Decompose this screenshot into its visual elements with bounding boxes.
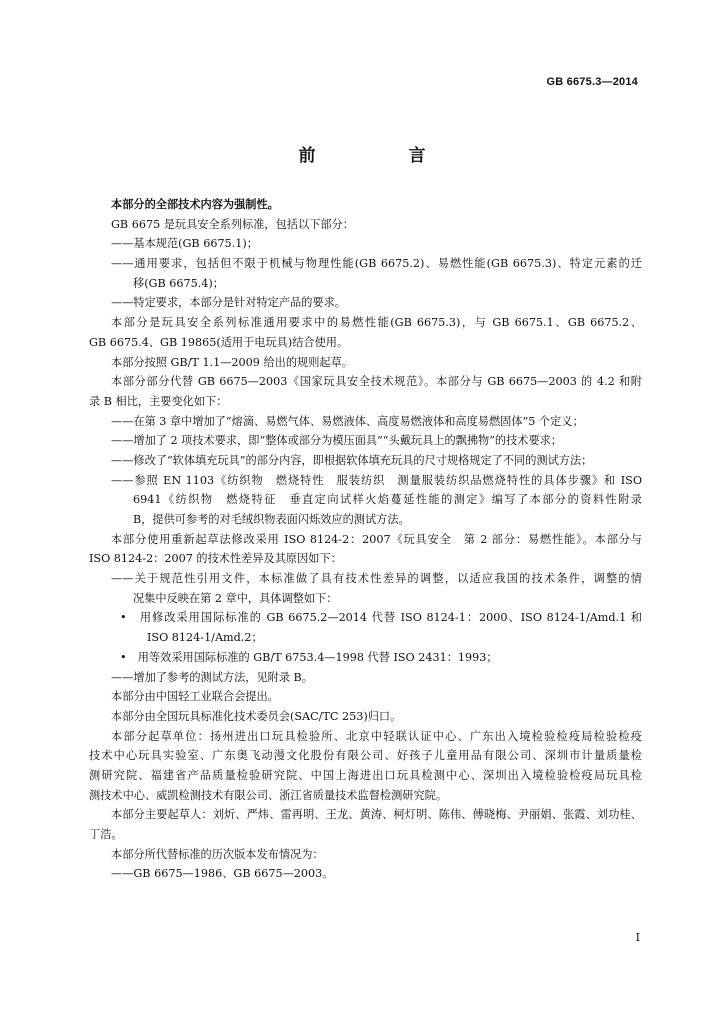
- bullet-item-continuation: ISO 8124-1/Amd.2；: [147, 631, 263, 645]
- bullet-item: • 用等效采用国际标准的 GB/T 6753.4—1998 代替 ISO 2431：1993；: [120, 650, 498, 664]
- doc-code-header: GB 6675.3—2014: [546, 76, 638, 88]
- paragraph-line: 本部分由中国轻工业联合会提出。: [111, 690, 279, 704]
- paragraph-line: 本部分是玩具安全系列标准通用要求中的易燃性能(GB 6675.3)，与 GB 6675.1、GB 6675.2、: [111, 316, 642, 330]
- list-item: ——修改了“软体填充玩具”的部分内容，即根据软体填充玩具的尺寸规格规定了不同的测试方法；: [111, 453, 593, 467]
- paragraph-line: 丁浩。: [89, 828, 123, 841]
- paragraph-line: 本部分主要起草人：刘炘、严炜、雷再明、王龙、黄涛、柯灯明、陈伟、傅晓梅、尹丽娟、张霞、刘功桂、: [111, 808, 642, 822]
- paragraph-line: 技术中心玩具实验室、广东奥飞动漫文化股份有限公司、好孩子儿童用品有限公司、深圳市计量质量检: [89, 749, 642, 763]
- paragraph-line: ISO 8124-2：2007 的技术性差异及其原因如下：: [89, 552, 342, 566]
- paragraph-line: 本部分部分代替 GB 6675—2003《国家玩具安全技术规范》。本部分与 GB 6675—2003 的 4.2 和附: [111, 375, 642, 389]
- page-number: I: [635, 931, 640, 944]
- paragraph-line: 测技术中心、威凯检测技术有限公司、浙江省质量技术监督检测研究院。: [89, 788, 448, 802]
- paragraph-line: 本部分起草单位：扬州进出口玩具检验所、北京中轻联认证中心、广东出入境检验检疫局检验检疫: [111, 729, 642, 743]
- page-title: 前 言: [298, 146, 464, 165]
- paragraph-line: 本部分的全部技术内容为强制性。: [111, 198, 279, 211]
- list-item-continuation: 移(GB 6675.4)；: [133, 276, 224, 290]
- list-item: ——增加了 2 项技术要求，即“整体或部分为模压面具”“头戴玩具上的飘拂物”的技术要求；: [111, 434, 563, 448]
- list-item: ——参照 EN 1103《纺织物 燃烧特性 服装纺织 测量服装纺织品燃烧特性的具体步骤》和 ISO: [111, 473, 642, 487]
- list-item: ——增加了参考的测试方法，见附录 B。: [111, 670, 313, 684]
- paragraph-line: GB 6675 是玩具安全系列标准，包括以下部分：: [111, 217, 354, 231]
- bullet-item: • 用修改采用国际标准的 GB 6675.2—2014 代替 ISO 8124-1：2000、ISO 8124-1/Amd.1 和: [120, 611, 642, 625]
- list-item: ——通用要求，包括但不限于机械与物理性能(GB 6675.2)、易燃性能(GB 6675.3)、特定元素的迁: [111, 257, 642, 271]
- foreword-body: [89, 195, 642, 884]
- list-item: ——GB 6675—1986、GB 6675—2003。: [111, 867, 334, 881]
- paragraph-line: 本部分由全国玩具标准化技术委员会(SAC/TC 253)归口。: [111, 709, 402, 723]
- list-item-continuation: B，提供可参考的对毛绒织物表面闪烁效应的测试方法。: [133, 513, 410, 526]
- list-item: ——在第 3 章中增加了“熔滴、易燃气体、易燃液体、高度易燃液体和高度易燃固体”5 个定义；: [111, 414, 584, 428]
- paragraph-line: 本部分所代替标准的历次版本发布情况为：: [111, 847, 324, 861]
- list-item: ——特定要求，本部分是针对特定产品的要求。: [111, 296, 346, 310]
- paragraph-line: 测研究院、福建省产品质量检验研究院、中国上海进出口玩具检测中心、深圳出入境检验检疫局玩具检: [89, 768, 642, 782]
- list-item: ——关于规范性引用文件，本标准做了具有技术性差异的调整，以适应我国的技术条件，调整的情: [111, 572, 642, 586]
- list-item: ——基本规范(GB 6675.1)；: [111, 237, 258, 251]
- list-item-continuation: 况集中反映在第 2 章中，具体调整如下：: [133, 591, 338, 605]
- paragraph-line: 本部分使用重新起草法修改采用 ISO 8124-2：2007《玩具安全 第 2 部分：易燃性能》。本部分与: [111, 532, 642, 546]
- paragraph-line: GB 6675.4、GB 19865(适用于电玩具)结合使用。: [89, 335, 349, 349]
- list-item-continuation: 6941《纺织物 燃烧特征 垂直定向试样火焰蔓延性能的测定》编写了本部分的资料性附录: [133, 493, 642, 507]
- paragraph-line: 本部分按照 GB/T 1.1—2009 给出的规则起草。: [111, 355, 353, 369]
- paragraph-line: 录 B 相比，主要变化如下：: [89, 394, 228, 408]
